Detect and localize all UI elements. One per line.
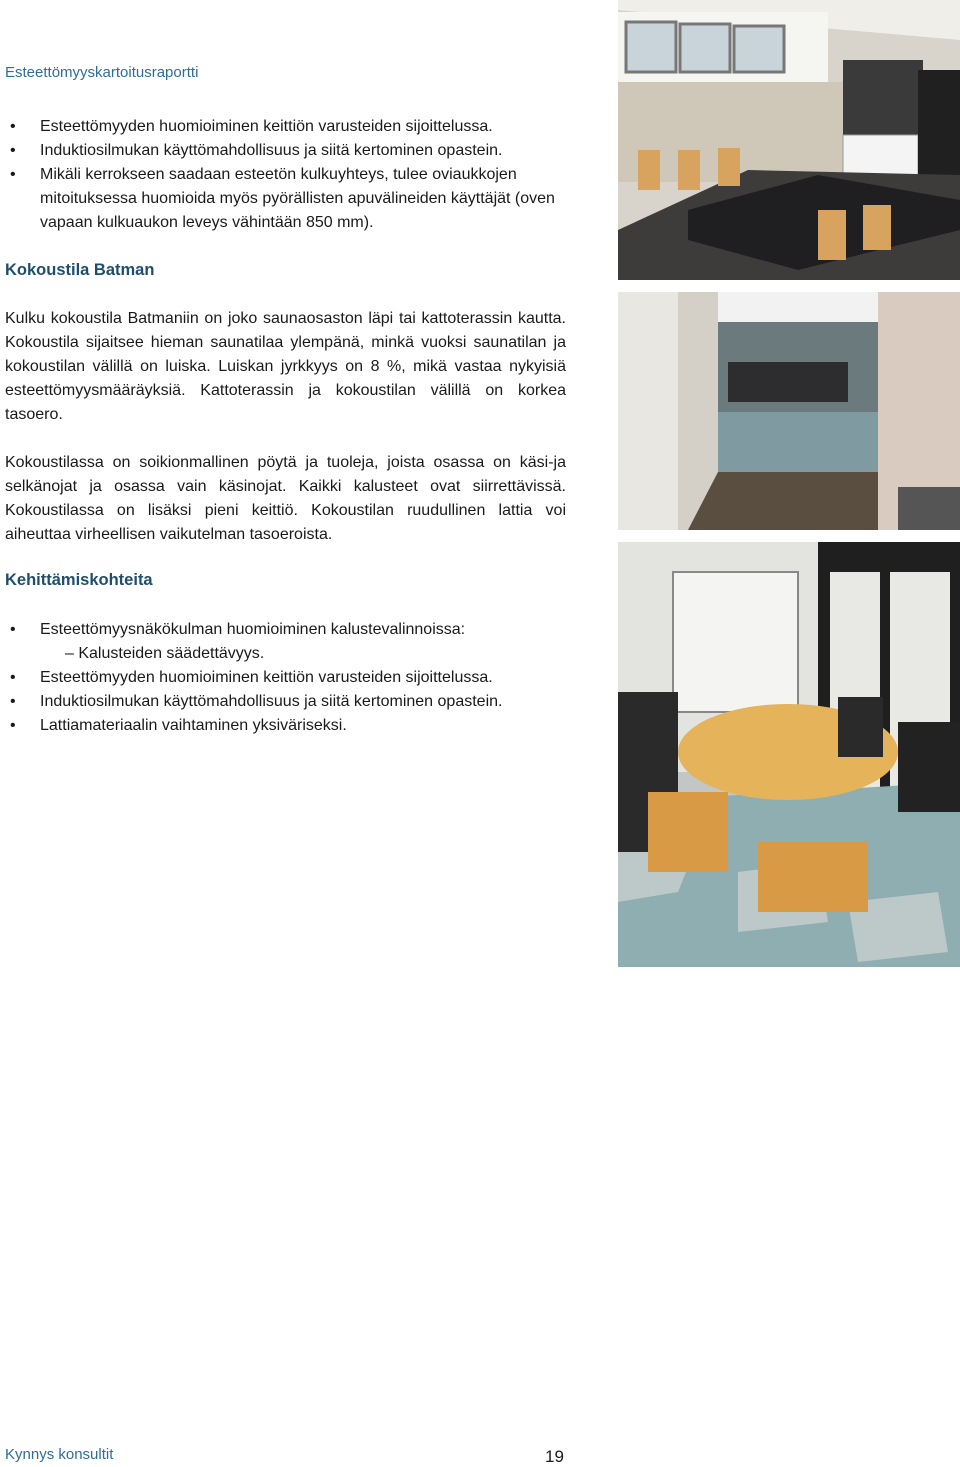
list-item: • Esteettömyyden huomioiminen keittiön varusteiden sijoittelussa. <box>5 115 565 139</box>
list-item: • Esteettömyyden huomioiminen keittiön varusteiden sijoittelussa. <box>5 666 585 690</box>
list-item: • Induktiosilmukan käyttömahdollisuus ja siitä kertominen opastein. <box>5 690 585 714</box>
improvements-bullet-list-continued <box>5 666 585 738</box>
list-item: • Induktiosilmukan käyttömahdollisuus ja siitä kertominen opastein. <box>5 139 565 163</box>
report-header: Esteettömyyskartoitusraportti <box>5 64 199 81</box>
list-item: • Mikäli kerrokseen saadaan esteetön kulkuyhteys, tulee oviaukkojen mitoituksessa huomioida myös pyörällisten apuvälineiden käyttäjät (oven vapaan kulkuaukon leveys vähintään 850 mm). <box>5 163 570 235</box>
list-item: • Esteettömyysnäkökulman huomioiminen kalustevalinnoissa: <box>5 618 585 642</box>
footer-brand: Kynnys konsultit <box>5 1446 114 1463</box>
improvements-bullet-list <box>5 618 585 642</box>
ramp-doorway-photo <box>618 292 960 530</box>
sub-list-item: – Kalusteiden säädettävyys. <box>65 645 265 662</box>
list-item: • Lattiamateriaalin vaihtaminen yksiväriseksi. <box>5 714 585 738</box>
page-number: 19 <box>545 1447 564 1466</box>
improvements-heading: Kehittämiskohteita <box>5 571 153 589</box>
intro-bullet-list <box>5 115 565 235</box>
section-heading: Kokoustila Batman <box>5 261 155 279</box>
section-paragraph: Kokoustilassa on soikionmallinen pöytä ja tuoleja, joista osassa on käsi-ja selkänojat ja osassa vain käsinojat. Kaikki kalusteet ovat siirrettävissä. Kokoustilassa on lisäksi pieni keittiö. Kokoustilan ruudullinen lattia voi aiheuttaa virheellisen vaikutelman tasoeroista. <box>5 454 566 543</box>
kitchen-photo <box>618 0 960 280</box>
section-paragraph: Kulku kokoustila Batmaniin on joko saunaosaston läpi tai kattoterassin kautta. Kokoustila sijaitsee hieman saunatilaa ylempänä, minkä vuoksi saunatilan ja kokoustilan välillä on luiska. Luiskan jyrkkyys on 8 %, mikä vastaa nykyisiä esteettömyysmääräyksiä. Kattoterassin ja kokoustilan välillä on korkea tasoero. <box>5 310 566 423</box>
meeting-room-photo <box>618 542 960 967</box>
